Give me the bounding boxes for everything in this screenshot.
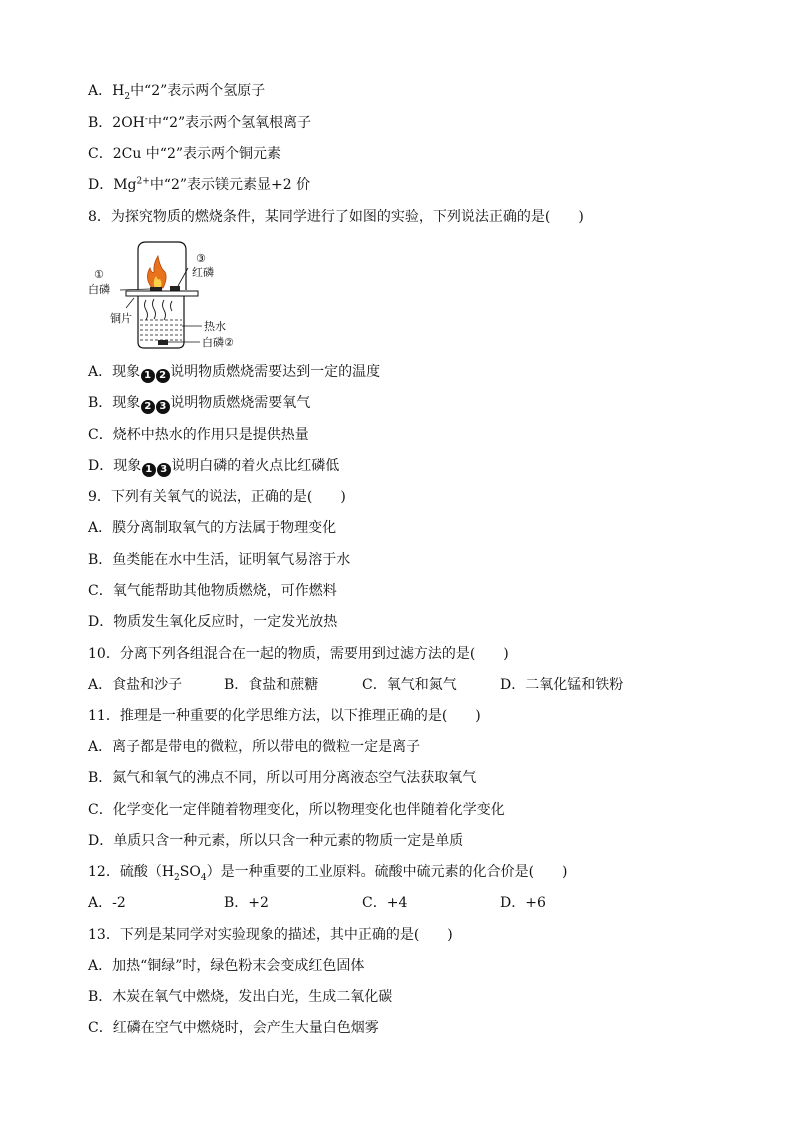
label-hot-water: 热水 bbox=[204, 320, 226, 333]
q11-option-d: D．单质只含一种元素，所以只含一种元素的物质一定是单质 bbox=[88, 833, 464, 849]
q7-b-pre: B．2OH bbox=[88, 115, 145, 131]
q9-option-a: A．膜分离制取氧气的方法属于物理变化 bbox=[88, 520, 337, 536]
circled-number: 2 bbox=[141, 400, 155, 414]
hot-water bbox=[140, 320, 182, 340]
circled-number: 3 bbox=[156, 400, 170, 414]
q9-option-c: C．氧气能帮助其他物质燃烧，可作燃料 bbox=[88, 583, 337, 599]
label-white-phosphorus-bottom: 白磷② bbox=[202, 336, 234, 349]
q13-option-a: A．加热“铜绿”时，绿色粉末会变成红色固体 bbox=[88, 958, 365, 974]
q8-a-post: 说明物质燃烧需要达到一定的温度 bbox=[170, 364, 381, 380]
q7-a-post: 中“2”表示两个氢原子 bbox=[130, 83, 266, 99]
q11-stem: 11．推理是一种重要的化学思维方法，以下推理正确的是( ) bbox=[88, 708, 481, 724]
q8-stem: 8．为探究物质的燃烧条件，某同学进行了如图的实验，下列说法正确的是( ) bbox=[88, 209, 584, 225]
q12-stem-post: ）是一种重要的工业原料。硫酸中硫元素的化合价是( ) bbox=[206, 864, 568, 880]
q7-option-a bbox=[88, 82, 265, 100]
q12-stem bbox=[88, 863, 568, 881]
combustion-experiment-figure bbox=[86, 238, 246, 354]
circled-number: 1 bbox=[142, 463, 156, 477]
label-red-phosphorus: 红磷 bbox=[192, 266, 214, 279]
q9-option-d: D．物质发生氧化反应时，一定发光放热 bbox=[88, 614, 338, 630]
q8-option-d bbox=[88, 457, 339, 477]
q8-option-b bbox=[88, 394, 310, 414]
q8-option-a bbox=[88, 363, 380, 383]
q7-option-c: C．2Cu 中“2”表示两个铜元素 bbox=[88, 146, 282, 162]
red-phosphorus bbox=[170, 286, 180, 291]
q8-d-post: 说明白磷的着火点比红磷低 bbox=[171, 458, 340, 474]
q11-option-c: C．化学变化一定伴随着物理变化，所以物理变化也伴随着化学变化 bbox=[88, 802, 505, 818]
q12-option-d: D．+6 bbox=[500, 895, 546, 911]
q9-option-b: B．鱼类能在水中生活，证明氧气易溶于水 bbox=[88, 552, 351, 568]
q8-option-c: C．烧杯中热水的作用只是提供热量 bbox=[88, 427, 309, 443]
circled-number: 3 bbox=[157, 463, 171, 477]
q13-stem: 13．下列是某同学对实验现象的描述，其中正确的是( ) bbox=[88, 927, 453, 943]
q9-stem: 9．下列有关氧气的说法，正确的是( ) bbox=[88, 489, 346, 505]
q10-stem: 10．分离下列各组混合在一起的物质，需要用到过滤方法的是( ) bbox=[88, 646, 509, 662]
label-white-phosphorus-top: 白磷 bbox=[88, 283, 110, 296]
q7-a-sub: 2 bbox=[124, 91, 131, 102]
q12-stem-mid: SO bbox=[179, 864, 201, 880]
q7-option-d bbox=[88, 176, 310, 194]
q10-option-a: A．食盐和沙子 bbox=[88, 677, 183, 693]
q8-b-pre: B．现象 bbox=[88, 395, 141, 411]
q11-option-b: B．氮气和氧气的沸点不同，所以可用分离液态空气法获取氧气 bbox=[88, 770, 477, 786]
circled-number: 2 bbox=[156, 369, 170, 383]
q12-sub-1: 2 bbox=[174, 872, 180, 883]
label-copper-plate: 铜片 bbox=[110, 312, 132, 325]
white-phosphorus-top bbox=[150, 287, 162, 291]
q7-option-b bbox=[88, 114, 311, 132]
q7-b-sup: - bbox=[144, 114, 148, 125]
q8-b-post: 说明物质燃烧需要氧气 bbox=[170, 395, 311, 411]
copper-plate bbox=[126, 291, 198, 296]
q7-b-post: 中“2”表示两个氢氧根离子 bbox=[147, 115, 312, 131]
q7-d-sup: 2+ bbox=[136, 176, 150, 187]
label-circle-3: ③ bbox=[196, 252, 206, 265]
q7-d-pre: D．Mg bbox=[88, 177, 137, 193]
q10-option-c: C．氧气和氮气 bbox=[362, 677, 457, 693]
q8-a-pre: A．现象 bbox=[88, 364, 141, 380]
label-circle-1: ① bbox=[94, 268, 104, 281]
q12-option-b: B．+2 bbox=[224, 895, 269, 911]
q10-option-b: B．食盐和蔗糖 bbox=[224, 677, 319, 693]
q12-option-c: C．+4 bbox=[362, 895, 408, 911]
q7-a-pre: A．H bbox=[88, 83, 125, 99]
q8-d-pre: D．现象 bbox=[88, 458, 142, 474]
white-phosphorus-bottom bbox=[158, 340, 168, 345]
q13-option-c: C．红磷在空气中燃烧时，会产生大量白色烟雾 bbox=[88, 1020, 379, 1036]
q11-option-a: A．离子都是带电的微粒，所以带电的微粒一定是离子 bbox=[88, 739, 421, 755]
circled-number: 1 bbox=[141, 369, 155, 383]
q12-sub-2: 4 bbox=[200, 872, 207, 883]
q10-option-d: D．二氧化锰和铁粉 bbox=[500, 677, 624, 693]
q12-stem-pre: 12．硫酸（H bbox=[88, 864, 175, 880]
q12-option-a: A．-2 bbox=[88, 895, 126, 911]
q13-option-b: B．木炭在氧气中燃烧，发出白光，生成二氧化碳 bbox=[88, 989, 393, 1005]
q7-d-post: 中“2”表示镁元素显+2 价 bbox=[149, 177, 311, 193]
